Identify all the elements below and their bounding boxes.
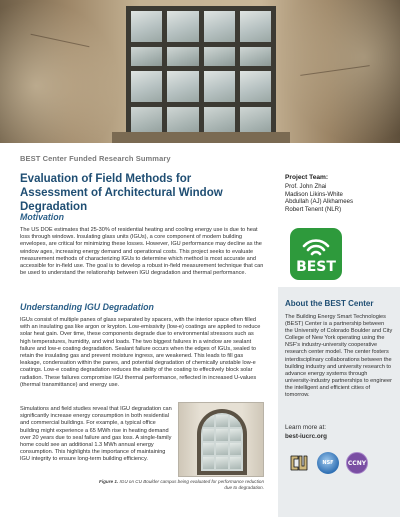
document-kicker: BEST Center Funded Research Summary <box>20 154 171 163</box>
window-pane <box>240 71 271 102</box>
igu-section <box>20 302 264 395</box>
window-sill <box>112 132 290 143</box>
window-frame <box>126 6 276 143</box>
best-logo <box>290 228 342 280</box>
left-wall <box>0 0 120 143</box>
window-pane <box>167 11 198 42</box>
window-pane <box>240 47 271 66</box>
figure-1-photo <box>178 402 264 477</box>
window-pane <box>131 47 162 66</box>
learn-more-label: Learn more at: <box>285 424 326 431</box>
window-pane <box>230 415 241 427</box>
hero-window-image <box>0 0 400 143</box>
motivation-heading: Motivation <box>20 212 64 222</box>
window-pane <box>203 443 214 455</box>
window-pane <box>230 443 241 455</box>
window-pane <box>167 71 198 102</box>
team-member: Prof. John Zhai <box>285 183 327 190</box>
window-pane <box>240 11 271 42</box>
figure-label: Figure 1. <box>99 479 119 484</box>
window-pane <box>216 415 227 427</box>
window-pane <box>203 429 214 441</box>
simulations-section <box>20 406 174 470</box>
team-member: Abdullah (AJ) Alkhamees <box>285 198 354 206</box>
window-pane <box>203 457 214 469</box>
ccny-seal: CCNY <box>346 452 368 474</box>
arched-window <box>197 409 247 475</box>
window-pane <box>131 11 162 42</box>
motivation-text: The US DOE estimates that 25-30% of residential heating and cooling energy use is due to heat loss through windows. Insulating glass units (IGUs), a core component of modern building envelopes, are critical for minimizing these losses. However, IGU performance may decline as the window ages, increasing energy demand and operational costs. This project seeks to evaluate measurement methods of characterizing IGUs to determine which method is most accurate and accessible for in-field use. The goal is to develop a robust in-field measurement technique that can be used to understand the relationship between IGU degradation and thermal performance. <box>20 227 264 277</box>
window-pane <box>204 47 235 66</box>
team-list <box>285 183 395 213</box>
figure-caption <box>97 479 264 491</box>
about-heading: About the BEST Center <box>285 299 374 308</box>
team-heading: Project Team: <box>285 174 329 181</box>
window-pane <box>216 457 227 469</box>
window-pane <box>230 429 241 441</box>
logo-text: BEST <box>296 259 336 275</box>
window-pane <box>203 415 214 427</box>
right-wall <box>280 0 400 143</box>
igu-text: IGUs consist of multiple panes of glass separated by spacers, with the interior space often filled with an insulating gas like argon or krypton. Low-emissivity (low-e) coatings are applied to reduce solar heat gain. Over time, these components degrade due to environmental stressors such as high temperatures, humidity, and wind loads. The two biggest failures in a window are sealant failure and low-e coating degradation. Sealant failure occurs when the edges of IGUs, sealed to retain the insulating gas and prevent moisture ingress, are weakened. This leads to fill gas leakage, condensation within the panes, and potential degradation of chemically unstable low-e coatings. Low-e coating degradation reduces the ability of the coating to effectively block solar radiation. These failures compromise IGU thermal performance, reflected in increased U-values (thermal transmittance) and energy use. <box>20 317 261 388</box>
team-member: Robert Tenent (NLR) <box>285 205 342 213</box>
simulations-text: Simulations and field studies reveal that IGU degradation can significantly increase energy consumption in both residential and commercial buildings. For example, a typical office building might experience a 65 MWh rise in heating demand over 20 years due to seal failure and gas loss. A single-family home could see an additional 1.3 MWh annual energy consumption. This highlights the importance of maintaining IGU integrity to ensure long-term building efficiency. <box>20 406 172 463</box>
window-pane <box>131 71 162 102</box>
cu-boulder-logo <box>288 452 310 474</box>
about-text: The Building Energy Smart Technologies (BEST) Center is a partnership between the University of Colorado Boulder and City College of New York operating using the NSF's industry-university cooperative research center model. The center fosters interdisciplinary collaborations between the building industry and university research to advance energy systems through university-industry partnerships to engineer the intelligent and efficient cities of tomorrow. <box>285 314 393 399</box>
window-pane <box>216 443 227 455</box>
nsf-logo: NSF <box>317 452 339 474</box>
window-pane <box>167 47 198 66</box>
window-pane <box>204 71 235 102</box>
window-sash <box>131 11 271 138</box>
window-pane <box>230 457 241 469</box>
window-pane <box>204 11 235 42</box>
website-link[interactable]: best-iucrc.org <box>285 433 327 440</box>
document-title: Evaluation of Field Methods for Assessment of Architectural Window Degradation <box>20 173 223 213</box>
figure-caption-text: IGU on CU Boulder campus being evaluated for performance reduction due to degradation. <box>119 479 264 490</box>
motivation-section <box>20 212 264 283</box>
window-pane <box>216 429 227 441</box>
arched-window-glass <box>201 413 243 471</box>
igu-heading: Understanding IGU Degradation <box>20 302 154 312</box>
team-member: Madison Likins-White <box>285 190 343 198</box>
